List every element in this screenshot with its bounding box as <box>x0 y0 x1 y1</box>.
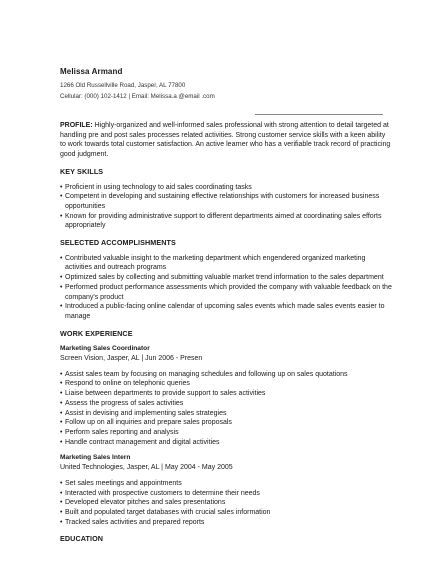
list-item: • Assess the progress of sales activities <box>60 399 392 409</box>
list-item: • Assist sales team by focusing on managing schedules and following up on sales quotations <box>60 370 392 380</box>
education-title: EDUCATION <box>60 534 104 544</box>
list-item: • Built and populated target databases with crucial sales information <box>60 508 392 518</box>
list-item: • Competent in developing and sustaining effective relationships with customers for increased business opportunities <box>60 192 392 211</box>
resume-body <box>60 121 392 544</box>
job-duties-list <box>60 370 392 448</box>
job-title: Marketing Sales Intern <box>60 454 131 462</box>
job-title: Marketing Sales Coordinator <box>60 345 150 353</box>
list-item: • Respond to online on telephonic queries <box>60 379 392 389</box>
profile-section <box>60 121 392 160</box>
job-meta: Screen Vision, Jasper, AL | Jun 2006 - Presen <box>60 355 203 363</box>
list-item: • Handle contract management and digital activities <box>60 438 392 448</box>
profile-label: PROFILE: <box>60 122 93 129</box>
candidate-address: 1266 Old Russellville Road, Jasper, AL 77800 <box>60 82 186 89</box>
list-item: • Performed product performance assessments which provided the company with valuable feedback on the company's product <box>60 283 392 302</box>
list-item: • Tracked sales activities and prepared reports <box>60 518 392 528</box>
job-meta: United Technologies, Jasper, AL | May 2004 - May 2005 <box>60 464 233 472</box>
list-item: • Known for providing administrative support to different departments aimed at coordinating sales efforts appropriately <box>60 212 392 231</box>
resume-header <box>60 67 390 100</box>
list-item: • Liaise between departments to provide support to sales activities <box>60 389 392 399</box>
list-item: • Follow up on all inquiries and prepare sales proposals <box>60 418 392 428</box>
key-skills-list <box>60 183 392 232</box>
list-item: • Introduced a public-facing online calendar of upcoming sales events which made sales events easier to manage <box>60 302 392 321</box>
list-item: • Proficient in using technology to aid sales coordinating tasks <box>60 183 392 193</box>
list-item: • Assist in devising and implementing sales strategies <box>60 409 392 419</box>
accomplishments-title: SELECTED ACCOMPLISHMENTS <box>60 238 176 248</box>
list-item: • Optimized sales by collecting and submitting valuable market trend information to the sales department <box>60 273 392 283</box>
accomplishments-list <box>60 254 392 322</box>
job-duties-list <box>60 479 392 528</box>
header-divider <box>255 114 383 115</box>
list-item: • Developed elevator pitches and sales presentations <box>60 498 392 508</box>
key-skills-title: KEY SKILLS <box>60 166 104 176</box>
list-item: • Set sales meetings and appointments <box>60 479 392 489</box>
list-item: • Interacted with prospective customers to determine their needs <box>60 489 392 499</box>
candidate-contact: Cellular: (000) 102-1412 | Email: Melissa.a @email .com <box>60 93 215 100</box>
list-item: • Perform sales reporting and analysis <box>60 428 392 438</box>
profile-text: Highly-organized and well-informed sales professional with strong attention to detail targeted at handling pre and post sales processes related activities. Strong customer service skills with a keen ability to work towards total customer satisfaction. An active learner who has a verifiable track record of practicing good judgment. <box>60 122 391 159</box>
work-experience-title: WORK EXPERIENCE <box>60 328 133 338</box>
candidate-name: Melissa Armand <box>60 67 123 76</box>
list-item: • Contributed valuable insight to the marketing department which engendered organized marketing activities and outreach programs <box>60 254 392 273</box>
